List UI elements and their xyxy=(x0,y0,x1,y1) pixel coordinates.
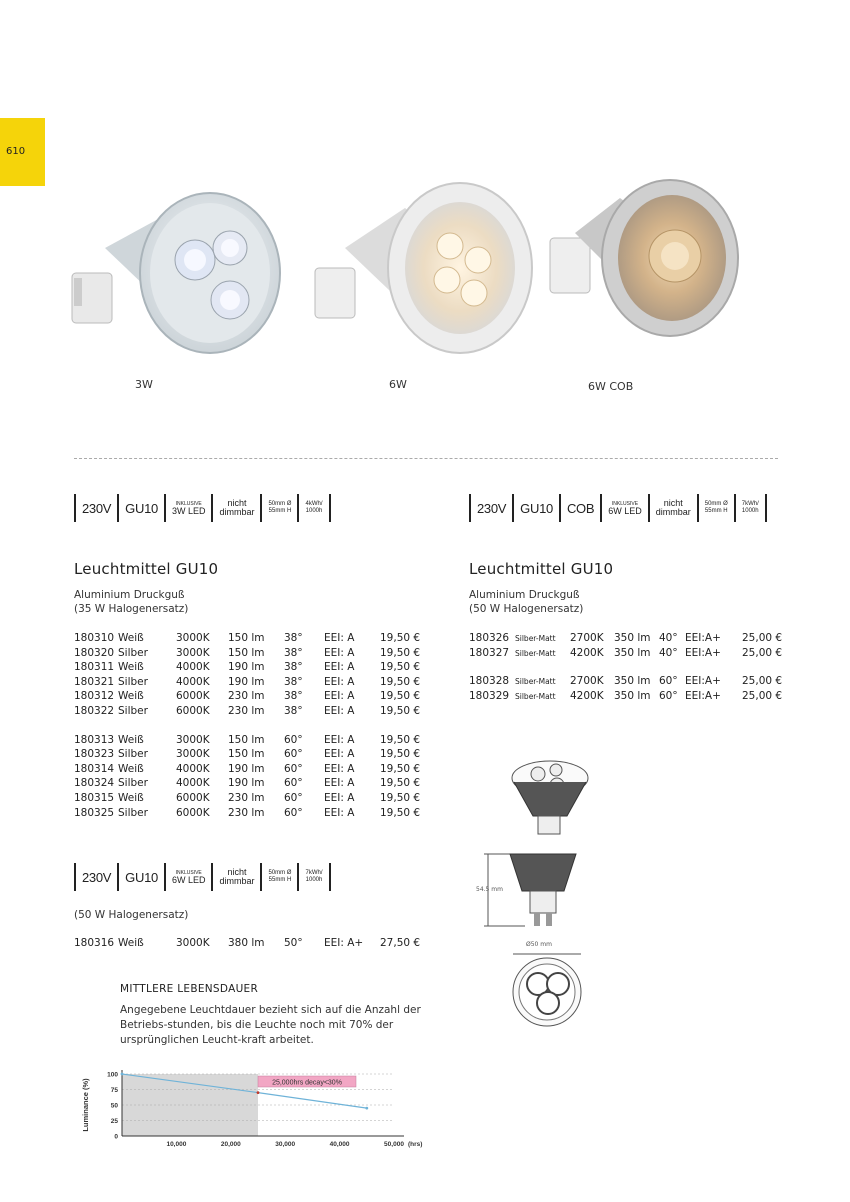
table-cell: 180313 xyxy=(74,733,115,746)
bulb-photo-6w-cob xyxy=(540,178,750,388)
table-cell: 180327 xyxy=(469,646,510,659)
chart-y-tick-label: 25 xyxy=(110,1118,118,1125)
table-cell: 38° xyxy=(284,632,303,644)
table-row xyxy=(74,763,424,778)
table-cell: 6000K xyxy=(176,806,210,819)
bulb-drawing-front xyxy=(505,950,589,1034)
table-cell: 190 lm xyxy=(228,777,265,790)
table-cell: 180323 xyxy=(74,748,115,761)
spec-dim-2: dimmbar xyxy=(655,507,691,517)
spec-type: COB xyxy=(566,500,595,516)
table-row xyxy=(469,675,789,690)
table-cell: 19,50 € xyxy=(380,661,421,674)
spec-voltage: 230V xyxy=(477,500,507,516)
table-cell: 4000K xyxy=(176,777,210,790)
right-section-replacement: (50 W Halogenersatz) xyxy=(469,603,584,615)
spec-dim-2: dimmbar xyxy=(219,876,255,886)
table-cell: 150 lm xyxy=(228,646,265,659)
table-cell: Weiß xyxy=(118,733,144,746)
table-cell: 19,50 € xyxy=(380,632,421,644)
spec-dim-1: nicht xyxy=(227,867,247,877)
lifetime-heading: MITTLERE LEBENSDAUER xyxy=(120,983,259,995)
table-cell: 60° xyxy=(284,791,303,804)
spec-energy-1: 7kWh/ xyxy=(741,501,759,507)
page-number: 610 xyxy=(6,146,26,157)
table-cell: 180320 xyxy=(74,646,115,659)
chart-series-point xyxy=(365,1107,368,1110)
table-cell: 60° xyxy=(284,733,303,746)
table-cell: 180312 xyxy=(74,690,115,703)
table-cell: 25,00 € xyxy=(742,632,783,644)
table-cell: 38° xyxy=(284,675,303,688)
chart-x-tick-label: 40,000 xyxy=(329,1141,350,1148)
drawing-diameter-label: Ø50 mm xyxy=(526,941,552,948)
chart-x-tick-label: 10,000 xyxy=(166,1141,187,1148)
table-cell: 180321 xyxy=(74,675,115,688)
right-product-table xyxy=(469,632,789,704)
table-row xyxy=(74,734,424,749)
table-cell: Weiß xyxy=(118,661,144,674)
table-cell: 3000K xyxy=(176,937,210,949)
drawing-height-label: 54.5 mm xyxy=(476,886,503,893)
spec-led-power: 6W LED xyxy=(171,874,206,885)
chart-y-tick-label: 100 xyxy=(107,1071,118,1079)
table-cell: 350 lm xyxy=(614,689,651,702)
table-cell: 60° xyxy=(284,762,303,775)
right-section-material: Aluminium Druckguß xyxy=(469,589,580,601)
spec-led-label: INKLUSIVE xyxy=(611,500,639,507)
table-cell: EEI: A xyxy=(324,733,355,746)
chart-x-tick-label: 20,000 xyxy=(220,1141,241,1148)
table-cell: 19,50 € xyxy=(380,777,421,790)
table-cell: 4200K xyxy=(570,689,604,702)
spec-led-power: 6W LED xyxy=(608,505,642,516)
table-row xyxy=(469,632,789,647)
table-cell: 19,50 € xyxy=(380,704,421,717)
chart-y-axis-label: Luminance (%) xyxy=(81,1078,90,1132)
third-section-replacement: (50 W Halogenersatz) xyxy=(74,909,189,921)
table-cell: EEI: A xyxy=(324,690,355,703)
chart-series-point xyxy=(257,1091,260,1094)
table-cell: Silber-Matt xyxy=(515,634,556,643)
table-cell: Weiß xyxy=(118,937,144,949)
table-cell: 19,50 € xyxy=(380,748,421,761)
table-cell: 230 lm xyxy=(228,791,265,804)
table-cell: 25,00 € xyxy=(742,646,783,659)
chart-series-point xyxy=(121,1073,124,1076)
table-cell: 19,50 € xyxy=(380,762,421,775)
table-cell: 40° xyxy=(659,646,678,659)
table-cell: 180311 xyxy=(74,661,115,674)
spec-energy-1: 7kWh/ xyxy=(305,870,323,876)
table-cell: EEI:A+ xyxy=(685,632,721,644)
table-cell: 60° xyxy=(284,748,303,761)
spec-socket: GU10 xyxy=(520,500,553,516)
table-cell: 180329 xyxy=(469,689,510,702)
table-cell: 19,50 € xyxy=(380,733,421,746)
chart-x-tick-label: 30,000 xyxy=(275,1141,296,1148)
table-cell: EEI: A xyxy=(324,632,355,644)
table-cell: 180315 xyxy=(74,791,115,804)
photo-caption-6w-cob: 6W COB xyxy=(588,380,634,393)
table-cell: 150 lm xyxy=(228,632,265,644)
table-cell: 180316 xyxy=(74,937,115,949)
chart-y-tick-label: 0 xyxy=(114,1133,118,1141)
table-cell: 38° xyxy=(284,690,303,703)
left-product-table xyxy=(74,632,424,821)
spec-led-label: INKLUSIVE xyxy=(175,500,202,507)
table-cell: EEI: A xyxy=(324,646,355,659)
table-cell: 3000K xyxy=(176,733,210,746)
table-cell: EEI: A xyxy=(324,791,355,804)
table-cell: 180328 xyxy=(469,675,510,688)
table-row xyxy=(74,690,424,705)
table-cell: 150 lm xyxy=(228,748,265,761)
table-cell: 6000K xyxy=(176,791,210,804)
table-row xyxy=(74,777,424,792)
table-cell: 230 lm xyxy=(228,806,265,819)
table-row xyxy=(74,676,424,691)
spec-dim-1: nicht xyxy=(663,498,683,508)
spec-size-1: 50mm Ø xyxy=(268,501,292,507)
table-row xyxy=(74,705,424,720)
spec-voltage: 230V xyxy=(82,500,112,516)
spec-size-2: 55mm H xyxy=(268,877,292,883)
section-divider xyxy=(74,458,778,459)
table-cell: EEI:A+ xyxy=(685,675,721,688)
table-cell: EEI: A xyxy=(324,748,355,761)
table-cell: 19,50 € xyxy=(380,806,421,819)
table-cell: 180310 xyxy=(74,632,115,644)
spec-size-1: 50mm Ø xyxy=(704,501,728,507)
photo-caption-6w: 6W xyxy=(389,378,407,391)
table-cell: 380 lm xyxy=(228,937,265,949)
table-cell: 230 lm xyxy=(228,704,265,717)
table-cell: Silber-Matt xyxy=(515,677,556,687)
table-cell: 6000K xyxy=(176,690,210,703)
chart-y-tick-label: 75 xyxy=(110,1087,118,1094)
table-cell: 180326 xyxy=(469,632,510,644)
spec-size-1: 50mm Ø xyxy=(268,870,292,876)
table-cell: 60° xyxy=(284,806,303,819)
table-cell: 38° xyxy=(284,704,303,717)
luminance-chart xyxy=(76,1060,426,1160)
table-row xyxy=(74,937,424,952)
table-cell: 180324 xyxy=(74,777,115,790)
lifetime-text: Angegebene Leuchtdauer bezieht sich auf die Anzahl der Betriebs-stunden, bis die Leuchte noch mit 70% der ursprünglichen Leucht-kraft arbeitet. xyxy=(120,1004,421,1046)
table-row xyxy=(469,690,789,705)
table-cell: 180325 xyxy=(74,806,115,819)
spec-bar-3w xyxy=(74,494,331,522)
table-row xyxy=(74,807,424,822)
table-cell: EEI: A xyxy=(324,806,355,819)
right-section-title: Leuchtmittel GU10 xyxy=(469,560,614,578)
table-cell: Silber xyxy=(118,675,148,688)
table-cell: 180322 xyxy=(74,704,115,717)
bulb-photo-3w xyxy=(60,178,290,378)
left-section-title: Leuchtmittel GU10 xyxy=(74,560,219,578)
spec-size-2: 55mm H xyxy=(268,508,292,514)
table-cell: 25,00 € xyxy=(742,689,783,702)
spec-led-label: INKLUSIVE xyxy=(175,869,202,876)
spec-energy-1: 4kWh/ xyxy=(305,501,323,507)
bulb-drawing-perspective xyxy=(505,758,595,840)
table-cell: 3000K xyxy=(176,646,210,659)
chart-annotation: 25,000hrs decay<30% xyxy=(272,1079,342,1087)
table-cell: 350 lm xyxy=(614,632,651,644)
table-cell: Silber xyxy=(118,646,148,659)
table-cell: EEI: A+ xyxy=(324,937,364,949)
table-cell: 190 lm xyxy=(228,675,265,688)
table-cell: 60° xyxy=(659,689,678,702)
table-cell: Weiß xyxy=(118,632,144,644)
left-section-replacement: (35 W Halogenersatz) xyxy=(74,603,189,615)
table-row xyxy=(74,632,424,647)
table-cell: 27,50 € xyxy=(380,937,421,949)
chart-y-tick-label: 50 xyxy=(110,1102,118,1110)
left-section-material: Aluminium Druckguß xyxy=(74,589,185,601)
table-cell: 19,50 € xyxy=(380,791,421,804)
table-cell: 6000K xyxy=(176,704,210,717)
table-cell: Silber-Matt xyxy=(515,648,556,658)
table-cell: EEI: A xyxy=(324,704,355,717)
spec-led-power: 3W LED xyxy=(171,505,206,516)
table-cell: EEI: A xyxy=(324,777,355,790)
spec-dim-1: nicht xyxy=(227,498,247,508)
spec-energy-2: 1000h xyxy=(305,508,323,514)
chart-x-tick-label: 50,000 xyxy=(384,1141,404,1148)
table-cell: EEI: A xyxy=(324,661,355,674)
table-cell: 40° xyxy=(659,632,678,644)
table-gap xyxy=(469,661,789,675)
spec-voltage: 230V xyxy=(82,869,112,885)
table-cell: 19,50 € xyxy=(380,690,421,703)
table-gap xyxy=(74,720,424,734)
table-cell: Silber xyxy=(118,777,148,790)
table-cell: 350 lm xyxy=(614,646,651,659)
table-cell: Weiß xyxy=(118,791,144,804)
table-cell: 19,50 € xyxy=(380,646,421,659)
table-cell: 3000K xyxy=(176,748,210,761)
table-cell: 50° xyxy=(284,937,303,949)
spec-dim-2: dimmbar xyxy=(219,507,255,517)
table-cell: Weiß xyxy=(118,762,144,775)
spec-socket: GU10 xyxy=(125,500,158,516)
table-cell: 19,50 € xyxy=(380,675,421,688)
spec-energy-2: 1000h xyxy=(305,877,323,883)
photo-caption-3w: 3W xyxy=(135,378,153,391)
table-cell: Silber-Matt xyxy=(515,691,556,701)
table-cell: 60° xyxy=(659,675,678,688)
table-cell: 60° xyxy=(284,777,303,790)
spec-socket: GU10 xyxy=(125,869,158,885)
table-cell: EEI:A+ xyxy=(685,689,721,702)
bulb-photo-6w xyxy=(310,168,540,383)
table-cell: EEI:A+ xyxy=(685,646,721,659)
table-row xyxy=(469,647,789,662)
table-cell: 38° xyxy=(284,661,303,674)
spec-bar-6w-cob xyxy=(469,494,767,522)
table-cell: 4200K xyxy=(570,646,604,659)
table-cell: 230 lm xyxy=(228,690,265,703)
table-row xyxy=(74,647,424,662)
chart-x-axis-label: (hrs) xyxy=(408,1141,423,1148)
table-cell: 180314 xyxy=(74,762,115,775)
table-cell: 4000K xyxy=(176,762,210,775)
table-cell: EEI: A xyxy=(324,675,355,688)
table-cell: 38° xyxy=(284,646,303,659)
table-cell: Silber xyxy=(118,748,148,761)
table-cell: Silber xyxy=(118,704,148,717)
table-cell: 4000K xyxy=(176,661,210,674)
table-cell: 4000K xyxy=(176,675,210,688)
table-cell: 190 lm xyxy=(228,762,265,775)
table-cell: EEI: A xyxy=(324,762,355,775)
table-cell: 2700K xyxy=(570,675,604,688)
table-cell: 350 lm xyxy=(614,675,651,688)
spec-energy-2: 1000h xyxy=(741,508,759,514)
table-row xyxy=(74,792,424,807)
table-cell: 2700K xyxy=(570,632,604,644)
table-cell: 3000K xyxy=(176,632,210,644)
table-cell: Weiß xyxy=(118,690,144,703)
table-cell: Silber xyxy=(118,806,148,819)
table-cell: 190 lm xyxy=(228,661,265,674)
table-cell: 150 lm xyxy=(228,733,265,746)
third-product-table xyxy=(74,937,424,952)
table-row xyxy=(74,748,424,763)
spec-size-2: 55mm H xyxy=(704,508,728,514)
spec-bar-6w xyxy=(74,863,331,891)
table-row xyxy=(74,661,424,676)
table-cell: 25,00 € xyxy=(742,675,783,688)
